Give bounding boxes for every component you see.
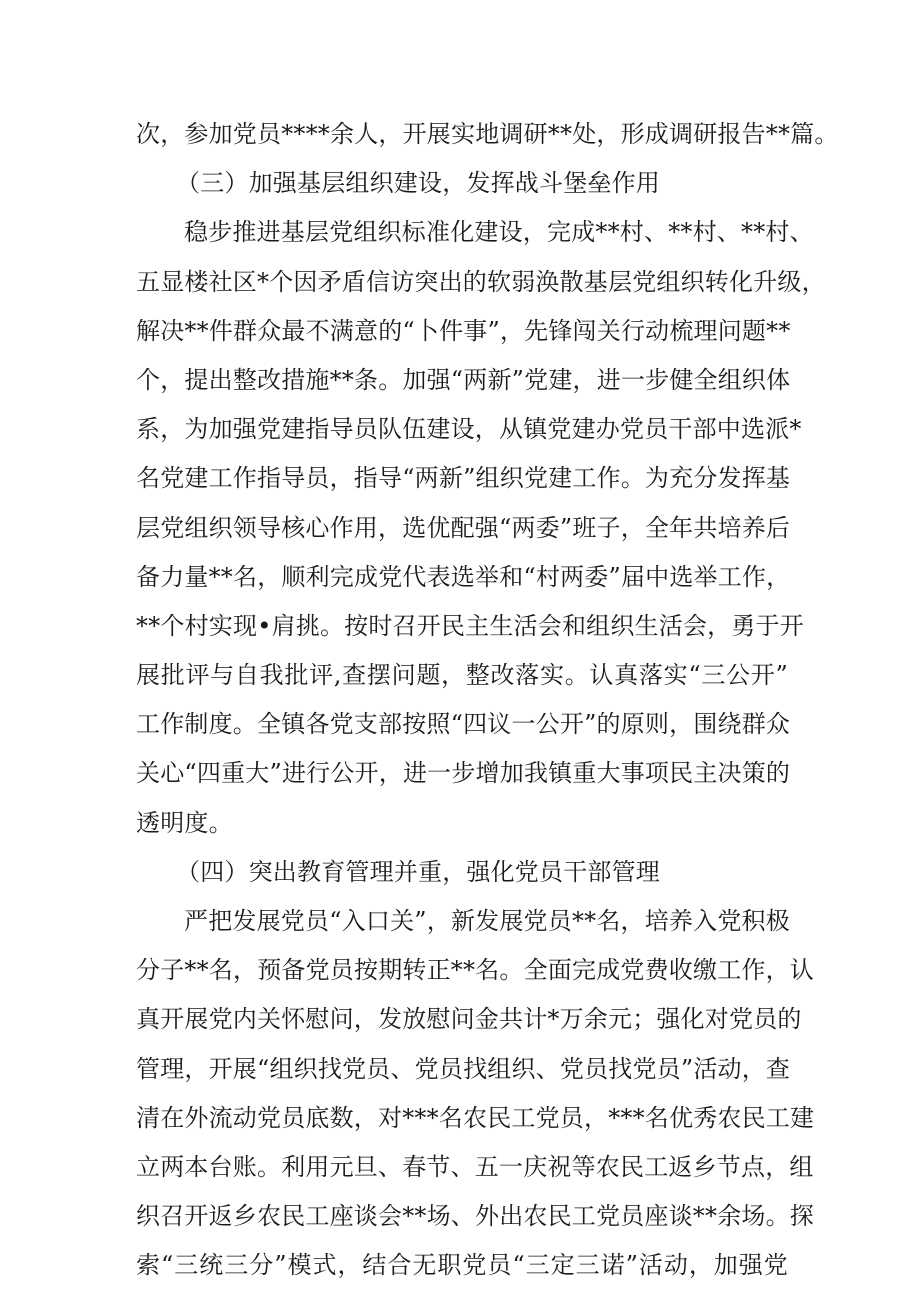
paragraph-line: 个，提出整改措施**条。加强“两新”党建，进一步健全组织体 bbox=[136, 365, 791, 394]
paragraph-line: 系，为加强党建指导员队伍建设，从镇党建办党员干部中选派* bbox=[136, 415, 802, 444]
paragraph-line: 分子**名，预备党员按期转正**名。全面完成党费收缴工作，认 bbox=[136, 956, 814, 985]
paragraph-line: 备力量**名，顺利完成党代表选举和“村两委”届中选举工作， bbox=[136, 562, 791, 591]
paragraph-line: 名党建工作指导员，指导“两新”组织党建工作。为充分发挥基 bbox=[136, 464, 791, 493]
paragraph-line: 立两本台账。利用元旦、春节、五一庆祝等农民工返乡节点，组 bbox=[136, 1152, 814, 1181]
paragraph-line: 索“三统三分”模式，结合无职党员“三定三诺”活动，加强党 bbox=[136, 1251, 788, 1280]
section-heading: （四）突出教育管理并重，强化党员干部管理 bbox=[176, 857, 660, 886]
paragraph-line: 展批评与自我批评,查摆问题，整改落实。认真落实“三公开” bbox=[136, 661, 788, 690]
paragraph-line: 真开展党内关怀慰问，发放慰问金共计*万余元；强化对党员的 bbox=[136, 1005, 802, 1034]
document-page bbox=[136, 110, 839, 1291]
paragraph-line: 次，参加党员****余人，开展实地调研**处，形成调研报告**篇。 bbox=[136, 120, 839, 148]
paragraph-line: 五显楼社区*个因矛盾信访突出的软弱涣散基层党组织转化升级， bbox=[136, 267, 826, 296]
paragraph-line: 管理，开展“组织找党员、党员找组织、党员找党员”活动，查 bbox=[136, 1054, 791, 1083]
paragraph-line: 透明度。 bbox=[136, 808, 233, 837]
section-heading: （三）加强基层组织建设，发挥战斗堡垒作用 bbox=[176, 169, 660, 198]
paragraph-line: 稳步推进基层党组织标准化建设，完成**村、**村、**村、 bbox=[184, 218, 814, 247]
paragraph-line: 清在外流动党员底数，对***名农民工党员，***名优秀农民工建 bbox=[136, 1103, 815, 1132]
paragraph-line: **个村实现•肩挑。按时召开民主生活会和组织生活会，勇于开 bbox=[136, 611, 804, 640]
paragraph-line: 工作制度。全镇各党支部按照“四议一公开”的原则，围绕群众 bbox=[136, 710, 791, 739]
paragraph-line: 解决**件群众最不满意的“卜件事”，先锋闯关行动梳理问题** bbox=[136, 316, 791, 345]
paragraph-line: 关心“四重大”进行公开，进一步增加我镇重大事项民主决策的 bbox=[136, 759, 791, 788]
paragraph-line: 织召开返乡农民工座谈会**场、外出农民工党员座谈**余场。探 bbox=[136, 1202, 814, 1231]
paragraph-line: 层党组织领导核心作用，选优配强“两委”班子，全年共培养后 bbox=[136, 513, 791, 542]
paragraph-line: 严把发展党员“入口关”，新发展党员**名，培养入党积极 bbox=[184, 907, 790, 935]
